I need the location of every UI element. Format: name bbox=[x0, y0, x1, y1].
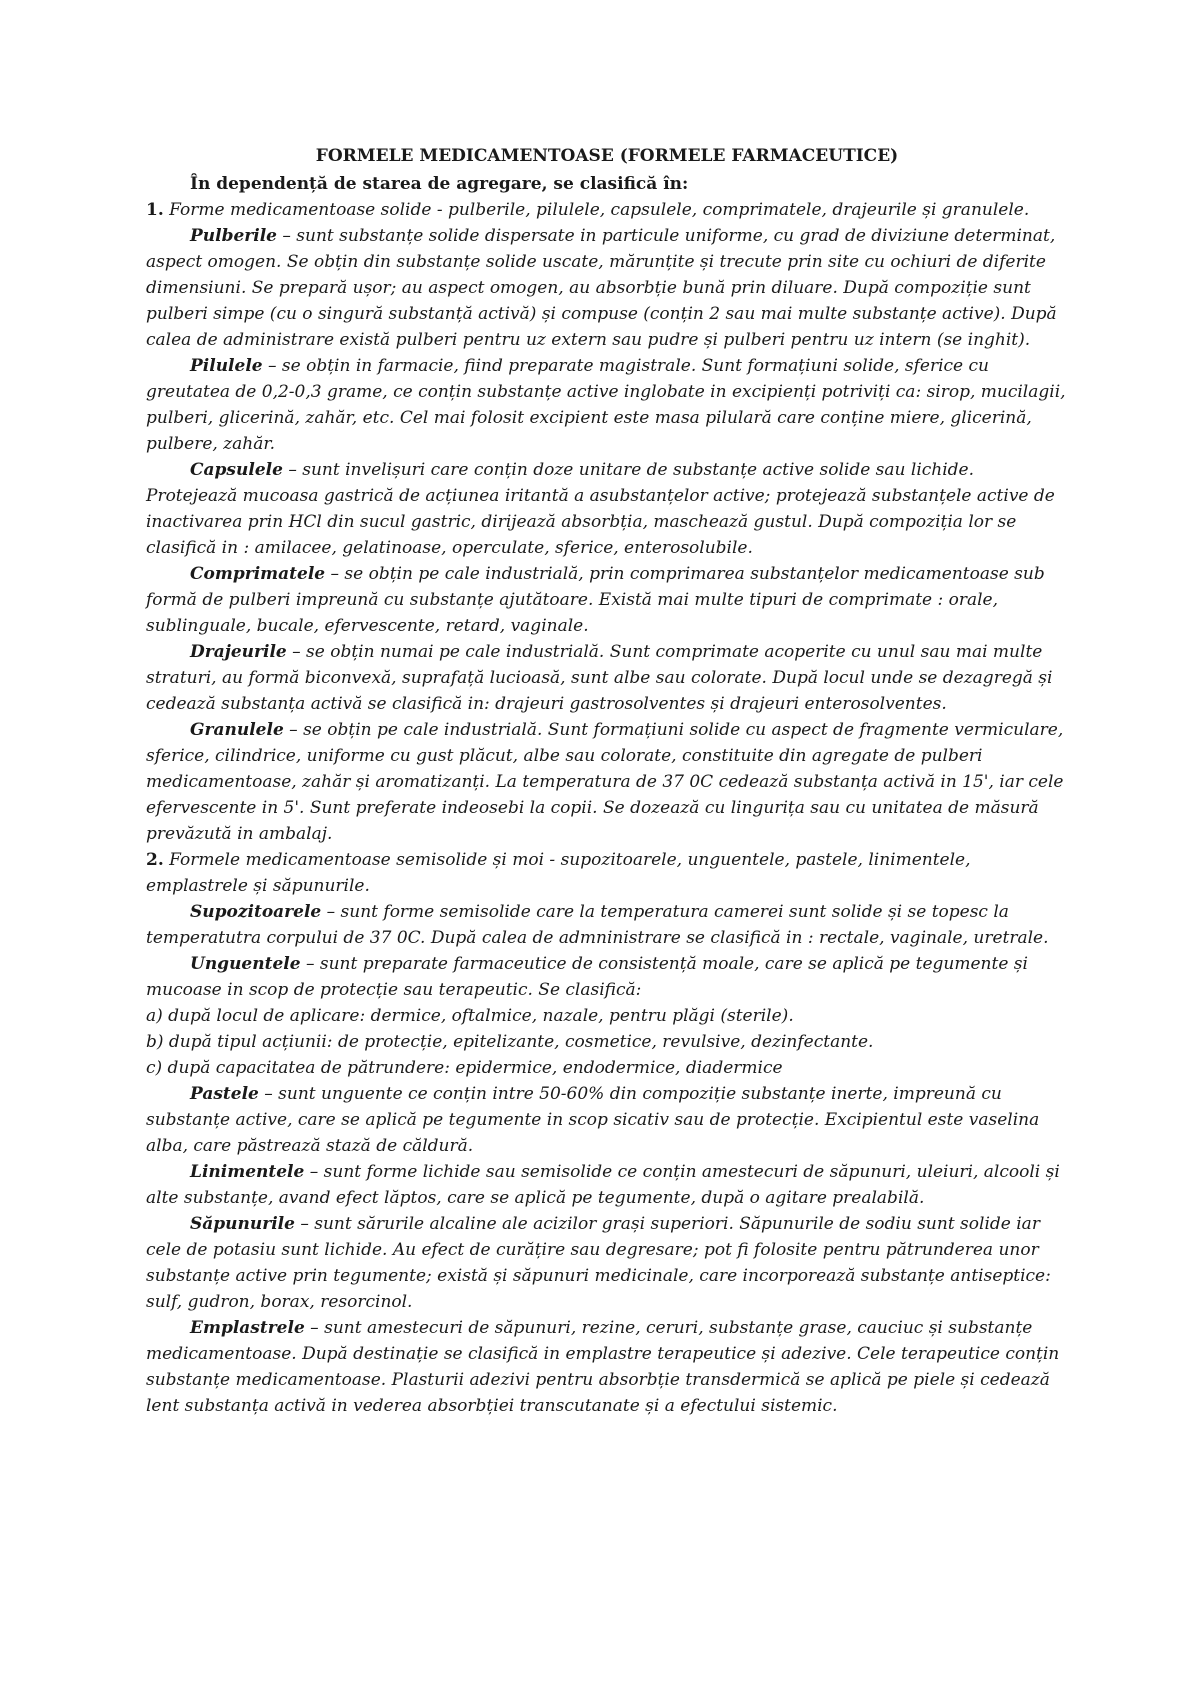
paragraph-sapunurile bbox=[146, 1211, 1068, 1315]
term-label: Capsulele bbox=[190, 460, 283, 480]
paragraph-text: – se obțin numai pe cale industrială. Sunt comprimate acoperite cu unul sau mai multe straturi, au formă biconvexă, suprafață lucioasă, sunt albe sau colorate. După locul unde se dezagregă și cedează substanța activă se clasifică in: drajeuri gastrosolventes și drajeuri enterosolventes. bbox=[146, 642, 1053, 714]
section-semisolid-forms bbox=[146, 847, 1068, 899]
paragraph-pastele bbox=[146, 1081, 1068, 1159]
paragraph-drajeurile bbox=[146, 639, 1068, 717]
paragraph-text: – sunt forme semisolide care la temperatura camerei sunt solide și se topesc la temperatutra corpului de 37 0C. După calea de admninistrare se clasifică in : rectale, vaginale, uretrale. bbox=[146, 902, 1049, 948]
paragraph-pulberile bbox=[146, 223, 1068, 353]
document-title: FORMELE MEDICAMENTOASE (FORMELE FARMACEUTICE) bbox=[315, 146, 899, 166]
list-item-b: b) după tipul acțiunii: de protecție, epitelizante, cosmetice, revulsive, dezinfectante. bbox=[146, 1032, 874, 1052]
list-item-a: a) după locul de aplicare: dermice, oftalmice, nazale, pentru plăgi (sterile). bbox=[146, 1006, 794, 1026]
paragraph-comprimatele bbox=[146, 561, 1068, 639]
paragraph-unguentele bbox=[146, 951, 1068, 1003]
paragraph-text: – sunt substanțe solide dispersate in particule uniforme, cu grad de diviziune determinat, aspect omogen. Se obțin din substanțe solide uscate, mărunțite și trecute prin site cu ochiuri de diferite dimensiuni. Se prepară ușor; au aspect omogen, au absorbție bună prin diluare. După compoziție sunt pulberi simpe (cu o singură substanță activă) și compuse (conțin 2 sau mai multe substanțe active). După calea de administrare există pulberi pentru uz extern sau pudre și pulberi pentru uz intern (se inghit). bbox=[146, 226, 1057, 350]
document-subtitle: În dependență de starea de agregare, se clasifică în: bbox=[190, 174, 689, 194]
term-label: Pilulele bbox=[190, 356, 263, 376]
paragraph-text: – sunt preparate farmaceutice de consistență moale, care se aplică pe tegumente și mucoase in scop de protecție sau terapeutic. Se clasifică: bbox=[146, 954, 1028, 1000]
term-label: Supozitoarele bbox=[190, 902, 322, 922]
paragraph-text: – sunt amestecuri de săpunuri, rezine, ceruri, substanțe grase, cauciuc și substanțe medicamentoase. După destinație se clasifică in emplastre terapeutice și adezive. Cele terapeutice conțin substanțe medicamentoase. Plasturii adezivi pentru absorbție transdermică se aplică pe piele și cedează lent substanța activă in vederea absorbției transcutanate și a efectului sistemic. bbox=[146, 1318, 1060, 1416]
section-number: 2. bbox=[146, 850, 164, 870]
term-label: Comprimatele bbox=[190, 564, 326, 584]
paragraph-linimentele bbox=[146, 1159, 1068, 1211]
paragraph-text: – sunt forme lichide sau semisolide ce conțin amestecuri de săpunuri, uleiuri, alcooli și alte substanțe, avand efect lăptos, care se aplică pe tegumente, după o agitare prealabilă. bbox=[146, 1162, 1060, 1208]
paragraph-text: – sunt unguente ce conțin intre 50-60% din compoziție substanțe inerte, impreună cu substanțe active, care se aplică pe tegumente in scop sicativ sau de protecție. Excipientul este vaselina alba, care păstrează stază de căldură. bbox=[146, 1084, 1040, 1156]
term-label: Linimentele bbox=[190, 1162, 305, 1182]
paragraph-text: – se obțin pe cale industrială, prin comprimarea substanțelor medicamentoase sub formă de pulberi impreună cu substanțe ajutătoare. Există mai multe tipuri de comprimate : orale, sublinguale, bucale, efervescente, retard, vaginale. bbox=[146, 564, 1045, 636]
paragraph-text: – se obțin pe cale industrială. Sunt formațiuni solide cu aspect de fragmente vermiculare, sferice, cilindrice, uniforme cu gust plăcut, albe sau colorate, constituite din agregate de pulberi medicamentoase, zahăr și aromatizanți. La temperatura de 37 0C cedează substanța activă in 15', iar cele efervescente in 5'. Sunt preferate indeosebi la copii. Se dozează cu lingurița sau cu unitatea de măsură prevăzută in ambalaj. bbox=[146, 720, 1064, 844]
term-label: Granulele bbox=[190, 720, 284, 740]
term-label: Pulberile bbox=[190, 226, 277, 246]
paragraph-text: – sunt invelișuri care conțin doze unitare de substanțe active solide sau lichide. Protejează mucoasa gastrică de acțiunea iritantă a asubstanțelor active; protejează substanțele active de inactivarea prin HCl din sucul gastric, dirijează absorbția, maschează gustul. După compoziția lor se clasifică in : amilacee, gelatinoase, operculate, sferice, enterosolubile. bbox=[146, 460, 1055, 558]
term-label: Unguentele bbox=[190, 954, 301, 974]
paragraph-pilulele bbox=[146, 353, 1068, 457]
section-number: 1. bbox=[146, 200, 164, 220]
paragraph-text: – sunt sărurile alcaline ale acizilor grași superiori. Săpunurile de sodiu sunt solide iar cele de potasiu sunt lichide. Au efect de curățire sau degresare; pot fi folosite pentru pătrunderea unor substanțe active prin tegumente; există și săpunuri medicinale, care incorporează substanțe antiseptice: sulf, gudron, borax, resorcinol. bbox=[146, 1214, 1051, 1312]
term-label: Drajeurile bbox=[190, 642, 287, 662]
term-label: Săpunurile bbox=[190, 1214, 295, 1234]
paragraph-supozitoarele bbox=[146, 899, 1068, 951]
paragraph-emplastrele bbox=[146, 1315, 1068, 1419]
list-item-c: c) după capacitatea de pătrundere: epidermice, endodermice, diadermice bbox=[146, 1058, 783, 1078]
term-label: Pastele bbox=[190, 1084, 259, 1104]
section-text: Forme medicamentoase solide - pulberile, pilulele, capsulele, comprimatele, drajeurile și granulele. bbox=[163, 200, 1030, 220]
paragraph-granulele bbox=[146, 717, 1068, 847]
document-page bbox=[146, 143, 1068, 1419]
term-label: Emplastrele bbox=[190, 1318, 305, 1338]
section-text: Formele medicamentoase semisolide și moi - supozitoarele, unguentele, pastele, linimentele, emplastrele și săpunurile. bbox=[146, 850, 971, 896]
section-solid-forms bbox=[146, 197, 1068, 223]
paragraph-capsulele bbox=[146, 457, 1068, 561]
paragraph-text: – se obțin in farmacie, fiind preparate magistrale. Sunt formațiuni solide, sferice cu greutatea de 0,2-0,3 grame, ce conțin substanțe active inglobate in excipienți potriviți ca: sirop, mucilagii, pulberi, glicerină, zahăr, etc. Cel mai folosit excipient este masa pilulară care conține miere, glicerină, pulbere, zahăr. bbox=[146, 356, 1066, 454]
